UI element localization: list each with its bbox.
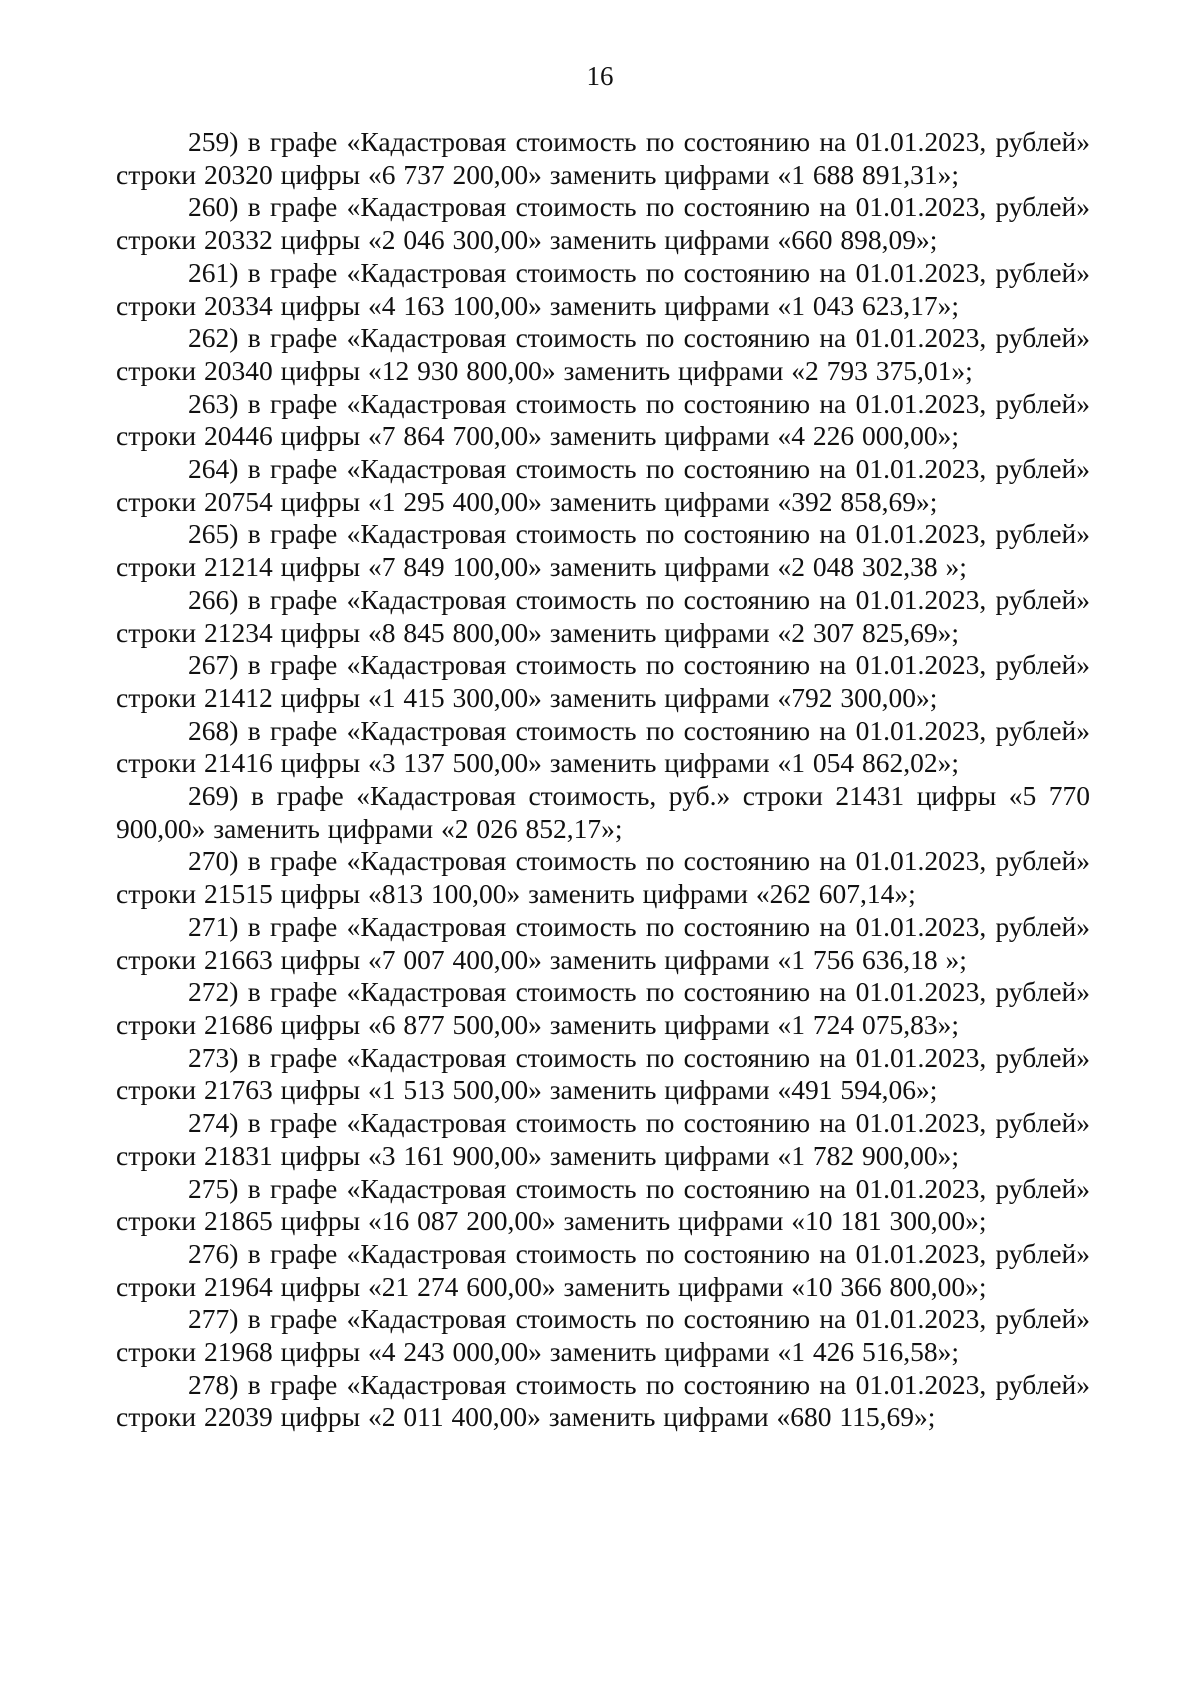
amendment-item: 277) в графе «Кадастровая стоимость по состоянию на 01.01.2023, рублей» строки 21968 цифры «4 243 000,00» заменить цифрами «1 426 516,58»; (116, 1303, 1090, 1368)
amendment-item: 268) в графе «Кадастровая стоимость по состоянию на 01.01.2023, рублей» строки 21416 цифры «3 137 500,00» заменить цифрами «1 054 862,02»; (116, 714, 1090, 779)
amendment-item: 270) в графе «Кадастровая стоимость по состоянию на 01.01.2023, рублей» строки 21515 цифры «813 100,00» заменить цифрами «262 607,14»; (116, 845, 1090, 910)
amendment-item: 266) в графе «Кадастровая стоимость по состоянию на 01.01.2023, рублей» строки 21234 цифры «8 845 800,00» заменить цифрами «2 307 825,69»; (116, 583, 1090, 648)
amendment-item: 278) в графе «Кадастровая стоимость по состоянию на 01.01.2023, рублей» строки 22039 цифры «2 011 400,00» заменить цифрами «680 115,69»; (116, 1368, 1090, 1433)
amendment-item: 260) в графе «Кадастровая стоимость по состоянию на 01.01.2023, рублей» строки 20332 цифры «2 046 300,00» заменить цифрами «660 898,09»; (116, 191, 1090, 256)
amendment-item: 272) в графе «Кадастровая стоимость по состоянию на 01.01.2023, рублей» строки 21686 цифры «6 877 500,00» заменить цифрами «1 724 075,83»; (116, 976, 1090, 1040)
amendment-list (116, 126, 1090, 1434)
amendment-item: 262) в графе «Кадастровая стоимость по состоянию на 01.01.2023, рублей» строки 20340 цифры «12 930 800,00» заменить цифрами «2 793 375,01»; (116, 322, 1090, 386)
amendment-item: 261) в графе «Кадастровая стоимость по состоянию на 01.01.2023, рублей» строки 20334 цифры «4 163 100,00» заменить цифрами «1 043 623,17»; (116, 256, 1090, 321)
amendment-item: 265) в графе «Кадастровая стоимость по состоянию на 01.01.2023, рублей» строки 21214 цифры «7 849 100,00» заменить цифрами «2 048 302,38 »; (116, 518, 1090, 583)
amendment-item: 271) в графе «Кадастровая стоимость по состоянию на 01.01.2023, рублей» строки 21663 цифры «7 007 400,00» заменить цифрами «1 756 636,18 »; (116, 910, 1090, 975)
amendment-item: 273) в графе «Кадастровая стоимость по состоянию на 01.01.2023, рублей» строки 21763 цифры «1 513 500,00» заменить цифрами «491 594,06»; (116, 1041, 1090, 1106)
amendment-item: 276) в графе «Кадастровая стоимость по состоянию на 01.01.2023, рублей» строки 21964 цифры «21 274 600,00» заменить цифрами «10 366 800,00»; (116, 1237, 1090, 1302)
amendment-item: 264) в графе «Кадастровая стоимость по состоянию на 01.01.2023, рублей» строки 20754 цифры «1 295 400,00» заменить цифрами «392 858,69»; (116, 453, 1090, 517)
amendment-item: 269) в графе «Кадастровая стоимость, руб.» строки 21431 цифры «5 770 900,00» заменить цифрами «2 026 852,17»; (116, 780, 1090, 844)
page-number: 16 (586, 61, 614, 91)
amendment-item: 275) в графе «Кадастровая стоимость по состоянию на 01.01.2023, рублей» строки 21865 цифры «16 087 200,00» заменить цифрами «10 181 300,00»; (116, 1172, 1090, 1237)
amendment-item: 267) в графе «Кадастровая стоимость по состоянию на 01.01.2023, рублей» строки 21412 цифры «1 415 300,00» заменить цифрами «792 300,00»; (116, 649, 1090, 713)
amendment-item: 263) в графе «Кадастровая стоимость по состоянию на 01.01.2023, рублей» строки 20446 цифры «7 864 700,00» заменить цифрами «4 226 000,00»; (116, 387, 1090, 452)
amendment-item: 259) в графе «Кадастровая стоимость по состоянию на 01.01.2023, рублей» строки 20320 цифры «6 737 200,00» заменить цифрами «1 688 891,31»; (116, 126, 1090, 190)
amendment-item: 274) в графе «Кадастровая стоимость по состоянию на 01.01.2023, рублей» строки 21831 цифры «3 161 900,00» заменить цифрами «1 782 900,00»; (116, 1107, 1090, 1171)
